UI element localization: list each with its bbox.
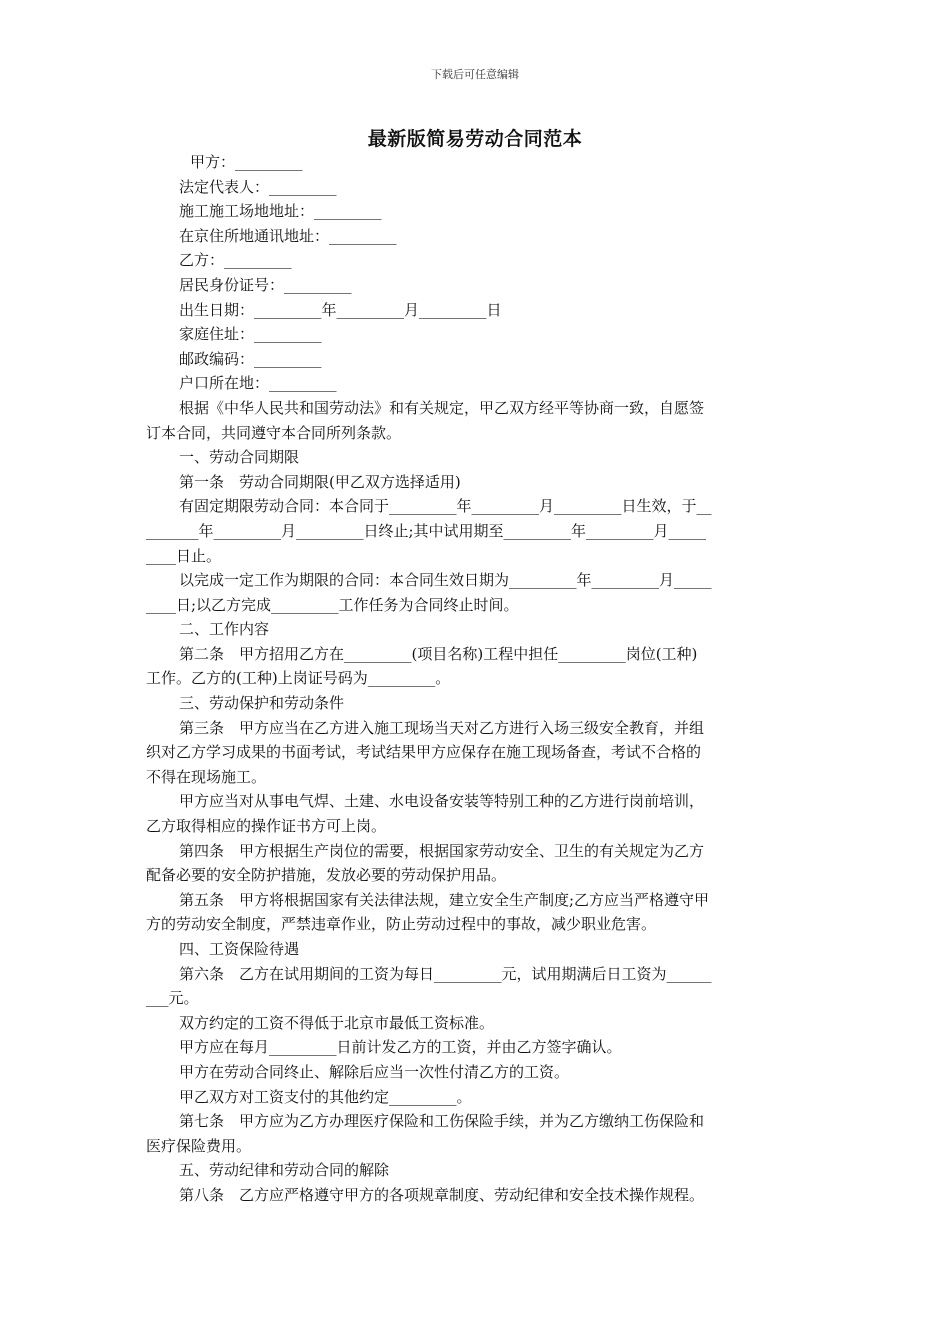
paragraph-line: 工作。乙方的(工种)上岗证号码为_________。: [146, 669, 451, 688]
paragraph-line: 有固定期限劳动合同：本合同于_________年_________月_________日生效，于__: [179, 497, 712, 516]
paragraph-line: 订本合同，共同遵守本合同所列条款。: [146, 423, 402, 442]
id-number-line: 居民身份证号：_________: [179, 275, 352, 294]
header-note: 下载后可任意编辑: [431, 68, 519, 81]
party-b-line: 乙方：_________: [179, 251, 292, 270]
article-line: 第五条 甲方将根据国家有关法律法规，建立安全生产制度;乙方应当严格遵守甲: [179, 890, 710, 909]
paragraph-line: 医疗保险费用。: [146, 1136, 252, 1155]
article-line: 第八条 乙方应严格遵守甲方的各项规章制度、劳动纪律和安全技术操作规程。: [179, 1185, 705, 1204]
article-line: 第一条 劳动合同期限(甲乙双方选择适用): [179, 472, 461, 491]
article-line: 第三条 甲方应当在乙方进入施工现场当天对乙方进行入场三级安全教育，并组: [179, 718, 705, 737]
party-a-line: 甲方：_________: [190, 153, 303, 171]
article-line: 第四条 甲方根据生产岗位的需要，根据国家劳动安全、卫生的有关规定为乙方: [179, 841, 705, 860]
paragraph-line: 甲方应在每月_________日前计发乙方的工资，并由乙方签字确认。: [179, 1038, 622, 1057]
paragraph-line: 方的劳动安全制度，严禁违章作业，防止劳动过程中的事故，减少职业危害。: [146, 915, 657, 934]
article-line: 第六条 乙方在试用期间的工资为每日_________元，试用期满后日工资为______: [179, 964, 712, 983]
site-address-line: 施工施工场地地址：_________: [179, 202, 382, 221]
postal-code-line: 邮政编码：_________: [179, 349, 322, 368]
section-heading: 一、劳动合同期限: [179, 448, 300, 467]
paragraph-line: _______年_________月_________日终止;其中试用期至_________年_________月_____: [146, 521, 707, 540]
section-heading: 四、工资保险待遇: [179, 940, 300, 958]
paragraph-line: ____日;以乙方完成_________工作任务为合同终止时间。: [146, 595, 519, 614]
article-line: 第二条 甲方招用乙方在_________(项目名称)工程中担任_________岗位(工种): [179, 644, 698, 663]
legal-representative-line: 法定代表人：_________: [179, 177, 337, 196]
paragraph-line: 不得在现场施工。: [146, 767, 267, 786]
document-title: 最新版简易劳动合同范本: [367, 128, 583, 150]
paragraph-line: 以完成一定工作为期限的合同：本合同生效日期为_________年_________月_____: [179, 571, 712, 590]
household-registration-line: 户口所在地：_________: [179, 374, 337, 393]
paragraph-line: 双方约定的工资不得低于北京市最低工资标准。: [179, 1013, 495, 1032]
article-line: 第七条 甲方应为乙方办理医疗保险和工伤保险手续，并为乙方缴纳工伤保险和: [179, 1112, 705, 1131]
paragraph-line: ___元。: [146, 989, 199, 1008]
paragraph-line: 配备必要的安全防护措施，发放必要的劳动保护用品。: [146, 866, 507, 885]
home-address-line: 家庭住址：_________: [179, 325, 322, 344]
beijing-address-line: 在京住所地通讯地址：_________: [179, 226, 397, 245]
birth-date-line: 出生日期：_________年_________月_________日: [179, 300, 502, 319]
paragraph-line: 甲方在劳动合同终止、解除后应当一次性付清乙方的工资。: [179, 1062, 570, 1081]
section-heading: 三、劳动保护和劳动条件: [179, 694, 345, 713]
paragraph-line: ____日止。: [146, 546, 222, 565]
section-heading: 五、劳动纪律和劳动合同的解除: [179, 1161, 390, 1180]
section-heading: 二、工作内容: [179, 620, 270, 639]
paragraph-line: 根据《中华人民共和国劳动法》和有关规定，甲乙双方经平等协商一致，自愿签: [179, 398, 705, 417]
paragraph-line: 织对乙方学习成果的书面考试，考试结果甲方应保存在施工现场备查，考试不合格的: [146, 743, 702, 762]
paragraph-line: 乙方取得相应的操作证书方可上岗。: [146, 817, 387, 836]
paragraph-line: 甲方应当对从事电气焊、土建、水电设备安装等特别工种的乙方进行岗前培训，: [179, 792, 705, 811]
document-body: [146, 150, 806, 1208]
paragraph-line: 甲乙双方对工资支付的其他约定_________。: [179, 1087, 472, 1106]
